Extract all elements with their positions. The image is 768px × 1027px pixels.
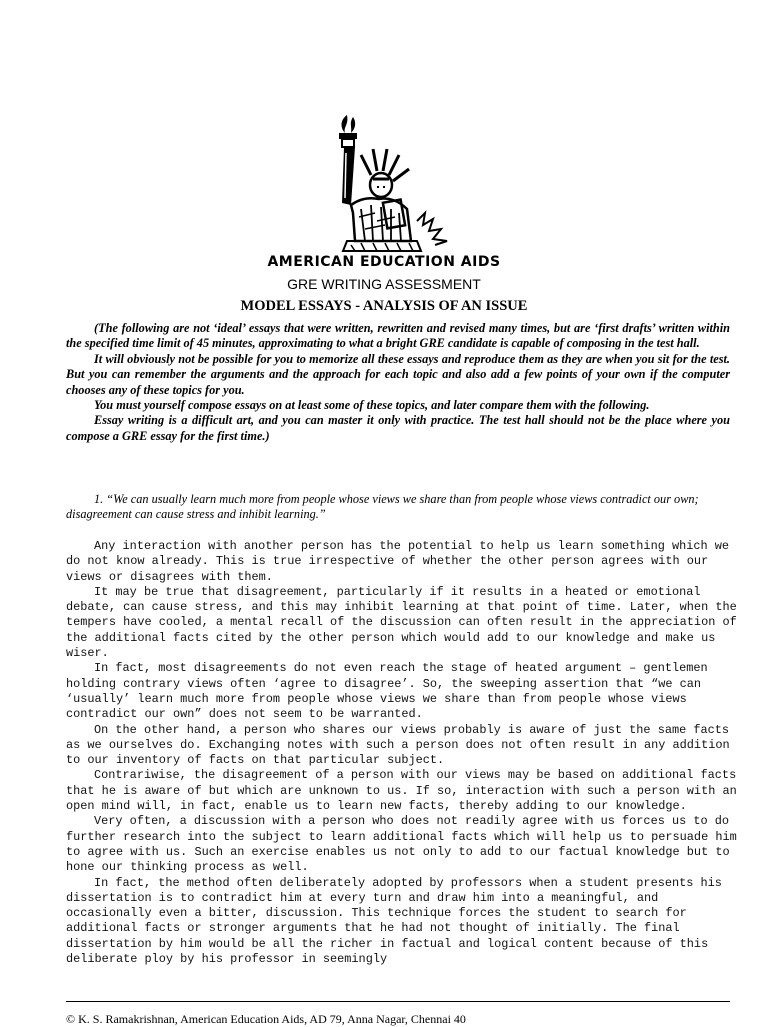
brand-name: AMERICAN EDUCATION AIDS bbox=[267, 254, 501, 270]
topic-text: 1. “We can usually learn much more from people whose views we share than from people whose views contradict our own; disagreement can cause stress and inhibit learning.” bbox=[66, 492, 699, 522]
copyright-footer: © K. S. Ramakrishnan, American Education Aids, AD 79, Anna Nagar, Chennai 40 bbox=[66, 1012, 466, 1026]
essay-paragraph: Contrariwise, the disagreement of a person with our views may be based on additional facts that he is aware of but which are unknown to us. If so, interaction with such a person with an open mind will, in fact, enable us to learn new facts, thereby adding to our knowledge. bbox=[66, 768, 737, 814]
essay-paragraph: Very often, a discussion with a person who does not readily agree with us forces us to do further research into the subject to learn additional facts which will help us to persuade him to agree with us. Such an exercise enables us not only to add to our factual knowledge but to hone our thinking process as well. bbox=[66, 814, 737, 875]
statue-of-liberty-logo bbox=[325, 113, 455, 255]
intro-paragraph: You must yourself compose essays on at least some of these topics, and later compare them with the following. bbox=[94, 398, 650, 413]
essay-paragraph: In fact, most disagreements do not even reach the stage of heated argument – gentlemen holding contrary views often ‘agree to disagree’. So, the sweeping assertion that “we can ‘usually’ learn much more from people whose views we share than from people whose views contradict our own” does not seem to be warranted. bbox=[66, 661, 708, 722]
intro-paragraph: (The following are not ‘ideal’ essays that were written, rewritten and revised many times, but are ‘first drafts’ written within the specified time limit of 45 minutes, approximating to what a bright GRE candidate is capable of composing in the test hall. bbox=[66, 321, 730, 351]
essay-paragraph: It may be true that disagreement, particularly if it results in a heated or emotional debate, can cause stress, and this may inhibit learning at that point of time. Later, when the tempers have cooled, a mental recall of the discussion can often result in the appreciation of the additional facts cited by the other person which would add to our knowledge and make us wiser. bbox=[66, 584, 737, 661]
intro-paragraph: Essay writing is a difficult art, and you can master it only with practice. The test hall should not be the place where you compose a GRE essay for the first time.) bbox=[66, 413, 730, 443]
essay-paragraph: On the other hand, a person who shares our views probably is aware of just the same facts as we ourselves do. Exchanging notes with such a person does not often result in any addition to our inventory of facts on that particular subject. bbox=[66, 722, 730, 768]
essay-body bbox=[66, 539, 738, 967]
essay-paragraph: In fact, the method often deliberately adopted by professors when a student presents his dissertation is to contradict him at every turn and draw him into a meaningful, and occasionally even a bitter, discussion. This technique forces the student to search for additional facts or stronger arguments that he had not thought of initially. The final dissertation by him would be all the richer in factual and logical content because of this deliberate ploy by his professor in seemingly bbox=[66, 875, 722, 967]
intro-notes bbox=[66, 321, 730, 444]
footer-divider bbox=[66, 1001, 730, 1002]
essay-paragraph: Any interaction with another person has the potential to help us learn something which we do not know already. This is true irrespective of whether the other person agrees with our views or disagrees with them. bbox=[66, 539, 730, 584]
section-heading: MODEL ESSAYS - ANALYSIS OF AN ISSUE bbox=[240, 298, 528, 314]
document-subtitle: GRE WRITING ASSESSMENT bbox=[287, 276, 481, 292]
essay-topic bbox=[66, 492, 730, 523]
intro-paragraph: It will obviously not be possible for you to memorize all these essays and reproduce them as they are when you sit for the test. But you can remember the arguments and the approach for each topic and also add a few points of your own if the computer chooses any of these topics for you. bbox=[66, 351, 730, 397]
